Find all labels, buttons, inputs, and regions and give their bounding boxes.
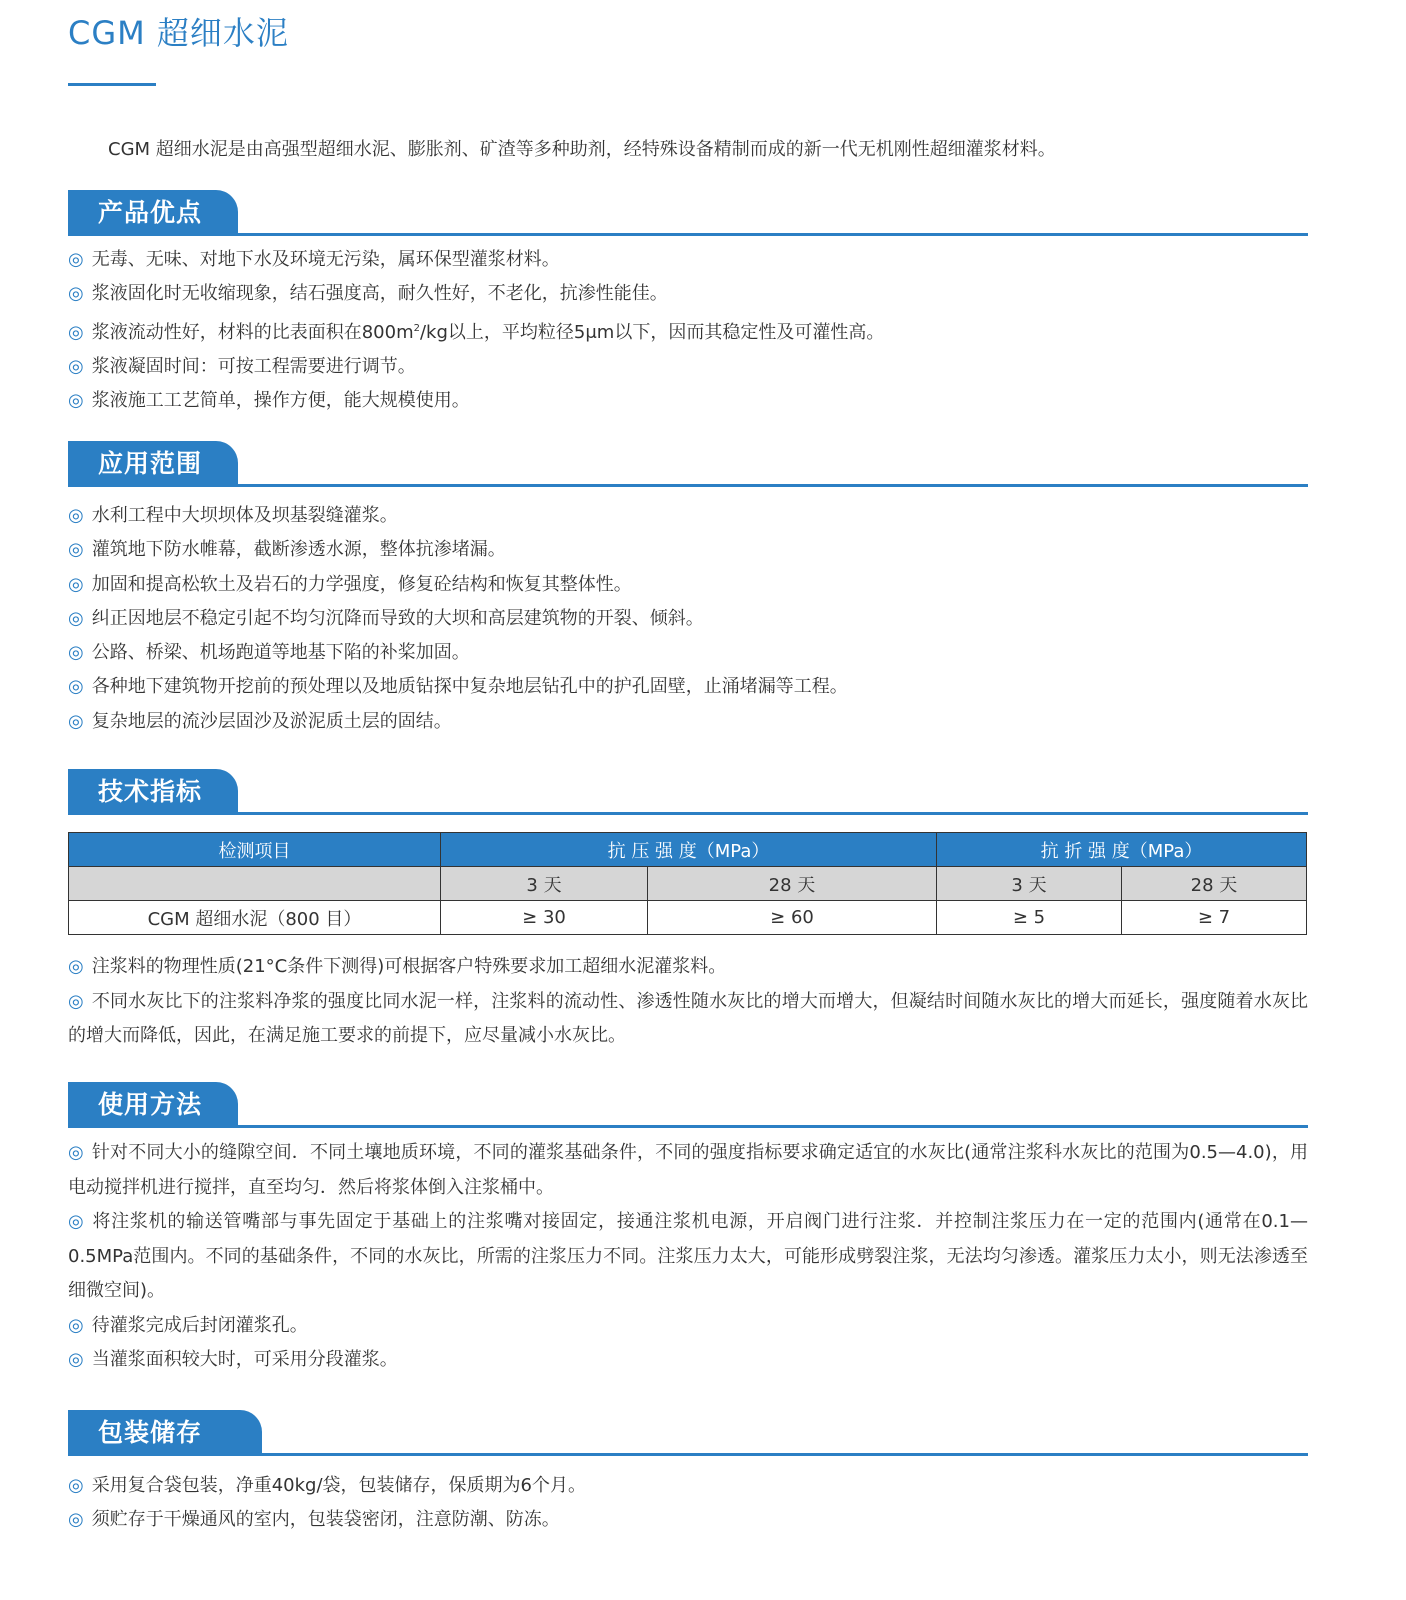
- list-item: ◎ 浆液流动性好，材料的比表面积在$800m^2/kg$以上，平均粒径5μm以下，因而其稳定性及可灌性高。: [68, 321, 885, 343]
- bullet-icon: ◎: [68, 505, 84, 526]
- bullet-icon: ◎: [68, 1509, 84, 1531]
- title-underline: [68, 83, 156, 86]
- list-item: ◎ 各种地下建筑物开挖前的预处理以及地质钻探中复杂地层钻孔中的护孔固壁，止涌堵漏等工程。: [68, 676, 848, 698]
- bullet-icon: ◎: [68, 1142, 84, 1163]
- bullet-icon: ◎: [68, 390, 84, 412]
- applications-list: [68, 499, 1308, 739]
- list-item: ◎ 复杂地层的流沙层固沙及淤泥质土层的固结。: [68, 710, 452, 732]
- bullet-icon: ◎: [68, 1314, 84, 1336]
- note: ◎ 注浆料的物理性质(21°C条件下测得)可根据客户特殊要求加工超细水泥灌浆料。: [68, 956, 727, 977]
- list-item: ◎ 浆液施工工艺简单，操作方便，能大规模使用。: [68, 390, 470, 412]
- table-header-row: 检测项目 抗 压 强 度（MPa） 抗 折 强 度（MPa）: [69, 833, 1307, 867]
- list-item: ◎ 加固和提高松软土及岩石的力学强度，修复砼结构和恢复其整体性。: [68, 573, 632, 595]
- note: ◎ 不同水灰比下的注浆料净浆的强度比同水泥一样，注浆料的流动性、渗透性随水灰比的增大而增大，但凝结时间随水灰比的增大而延长，强度随着水灰比的增大而降低，因此，在满足施工要求的前提下，应尽量减小水灰比。: [68, 990, 1308, 1046]
- storage-list: [68, 1469, 1308, 1538]
- table-subheader-row: 3 天 28 天 3 天 28 天: [69, 867, 1307, 901]
- bullet-icon: ◎: [68, 956, 84, 977]
- list-item: ◎ 将注浆机的输送管嘴部与事先固定于基础上的注浆嘴对接固定，接通注浆机电源，开启阀门进行注浆．并控制注浆压力在一定的范围内(通常在0.1—0.5MPa范围内。不同的基础条件，不同的水灰比，所需的注浆压力不同。注浆压力太大，可能形成劈裂注浆，无法均匀渗透。灌浆压力太小，则无法渗透至细微空间)。: [68, 1211, 1308, 1301]
- specs-notes: [68, 950, 1308, 1054]
- bullet-icon: ◎: [68, 1211, 85, 1232]
- list-item: ◎ 浆液固化时无收缩现象，结石强度高，耐久性好，不老化，抗渗性能佳。: [68, 283, 668, 305]
- page-title: CGM 超细水泥: [68, 14, 289, 52]
- list-item: ◎ 水利工程中大坝坝体及坝基裂缝灌浆。: [68, 505, 398, 526]
- list-item: ◎ 纠正因地层不稳定引起不均匀沉降而导致的大坝和高层建筑物的开裂、倾斜。: [68, 607, 704, 629]
- section-header-advantages: [68, 190, 1308, 236]
- list-item: ◎ 采用复合袋包装，净重40kg/袋，包装储存，保质期为6个月。: [68, 1475, 586, 1496]
- advantages-list: [68, 243, 1308, 418]
- bullet-icon: ◎: [68, 321, 84, 343]
- bullet-icon: ◎: [68, 642, 84, 664]
- list-item: ◎ 针对不同大小的缝隙空间．不同土壤地质环境，不同的灌浆基础条件，不同的强度指标要求确定适宜的水灰比(通常注浆科水灰比的范围为0.5—4.0)，用电动搅拌机进行搅拌，直至均匀．然后将浆体倒入注浆桶中。: [68, 1142, 1308, 1198]
- list-item: ◎ 当灌浆面积较大时，可采用分段灌浆。: [68, 1349, 398, 1370]
- bullet-icon: ◎: [68, 607, 84, 629]
- bullet-icon: ◎: [68, 573, 84, 595]
- list-item: ◎ 须贮存于干燥通风的室内，包装袋密闭，注意防潮、防冻。: [68, 1509, 560, 1531]
- bullet-icon: ◎: [68, 283, 84, 305]
- list-item: ◎ 浆液凝固时间：可按工程需要进行调节。: [68, 355, 416, 377]
- bullet-icon: ◎: [68, 676, 84, 698]
- list-item: ◎ 灌筑地下防水帷幕，截断渗透水源，整体抗渗堵漏。: [68, 539, 506, 561]
- list-item: ◎ 无毒、无味、对地下水及环境无污染，属环保型灌浆材料。: [68, 249, 560, 270]
- bullet-icon: ◎: [68, 1475, 84, 1496]
- section-header-specs: [68, 769, 1308, 815]
- usage-list: [68, 1136, 1308, 1378]
- specs-table: [68, 832, 1307, 935]
- section-header-storage: [68, 1410, 1308, 1456]
- bullet-icon: ◎: [68, 1349, 84, 1370]
- bullet-icon: ◎: [68, 249, 84, 270]
- bullet-icon: ◎: [68, 355, 84, 377]
- section-header-usage: [68, 1082, 1308, 1128]
- list-item: ◎ 待灌浆完成后封闭灌浆孔。: [68, 1314, 308, 1336]
- section-title: 使用方法: [68, 1082, 238, 1126]
- bullet-icon: ◎: [68, 710, 84, 732]
- list-item: ◎ 公路、桥梁、机场跑道等地基下陷的补桨加固。: [68, 642, 470, 664]
- bullet-icon: ◎: [68, 990, 84, 1012]
- section-title: 技术指标: [68, 769, 238, 813]
- table-row: CGM 超细水泥（800 目） ≥ 30 ≥ 60 ≥ 5 ≥ 7: [69, 901, 1307, 935]
- section-title: 应用范围: [68, 441, 238, 485]
- section-title: 包装储存: [68, 1410, 262, 1454]
- section-header-applications: [68, 441, 1308, 487]
- bullet-icon: ◎: [68, 539, 84, 561]
- intro-text: CGM 超细水泥是由高强型超细水泥、膨胀剂、矿渣等多种助剂，经特殊设备精制而成的新一代无机刚性超细灌浆材料。: [108, 139, 1056, 160]
- section-title: 产品优点: [68, 190, 238, 234]
